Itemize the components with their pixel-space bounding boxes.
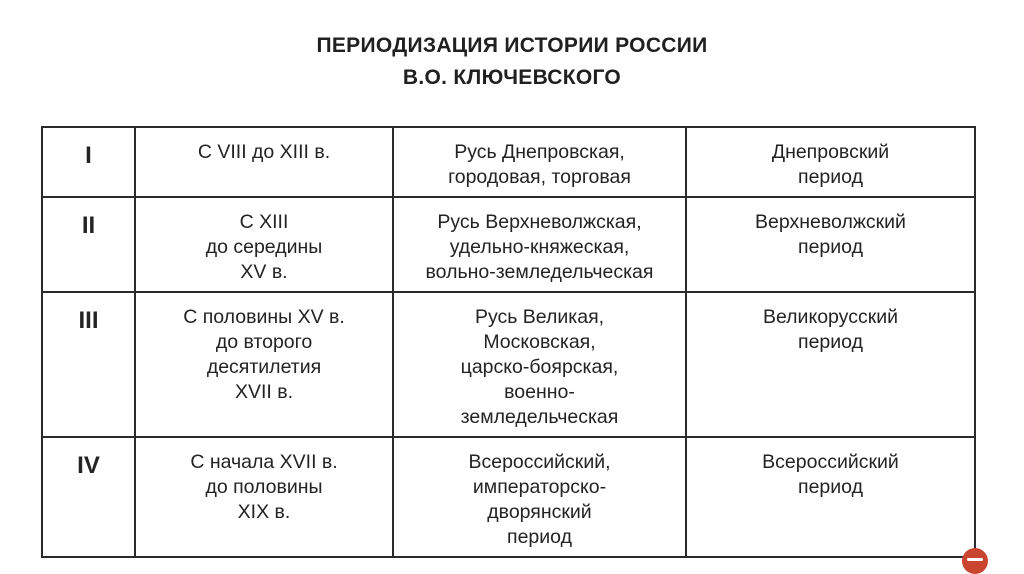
period-title: Всероссийский период <box>686 437 975 557</box>
period-title: Великорусский период <box>686 292 975 437</box>
title-line-2: В.О. КЛЮЧЕВСКОГО <box>402 66 622 89</box>
period-title: Верхневолжский период <box>686 197 975 292</box>
period-dates: С VIII до XIII в. <box>135 127 393 197</box>
period-title: Днепровский период <box>686 127 975 197</box>
table-row <box>42 292 975 437</box>
slide-nav-badge-icon[interactable] <box>962 548 988 574</box>
period-rus-name: Русь Верхневолжская, удельно-княжеская, вольно-земледельческая <box>393 197 686 292</box>
period-dates: С XIII до середины XV в. <box>135 197 393 292</box>
title-line-1: ПЕРИОДИЗАЦИЯ ИСТОРИИ РОССИИ <box>316 34 708 57</box>
period-rus-name: Русь Великая, Московская, царско-боярская, военно- земледельческая <box>393 292 686 437</box>
period-rus-name: Русь Днепровская, городовая, торговая <box>393 127 686 197</box>
period-dates: С начала XVII в. до половины XIX в. <box>135 437 393 557</box>
table-row <box>42 197 975 292</box>
period-number: III <box>42 292 135 437</box>
period-dates: С половины XV в. до второго десятилетия XVII в. <box>135 292 393 437</box>
page-title <box>0 30 1024 94</box>
periodization-table <box>41 126 976 558</box>
period-number: I <box>42 127 135 197</box>
period-rus-name: Всероссийский, императорско- дворянский период <box>393 437 686 557</box>
period-number: II <box>42 197 135 292</box>
table-row <box>42 437 975 557</box>
period-number: IV <box>42 437 135 557</box>
table-row <box>42 127 975 197</box>
